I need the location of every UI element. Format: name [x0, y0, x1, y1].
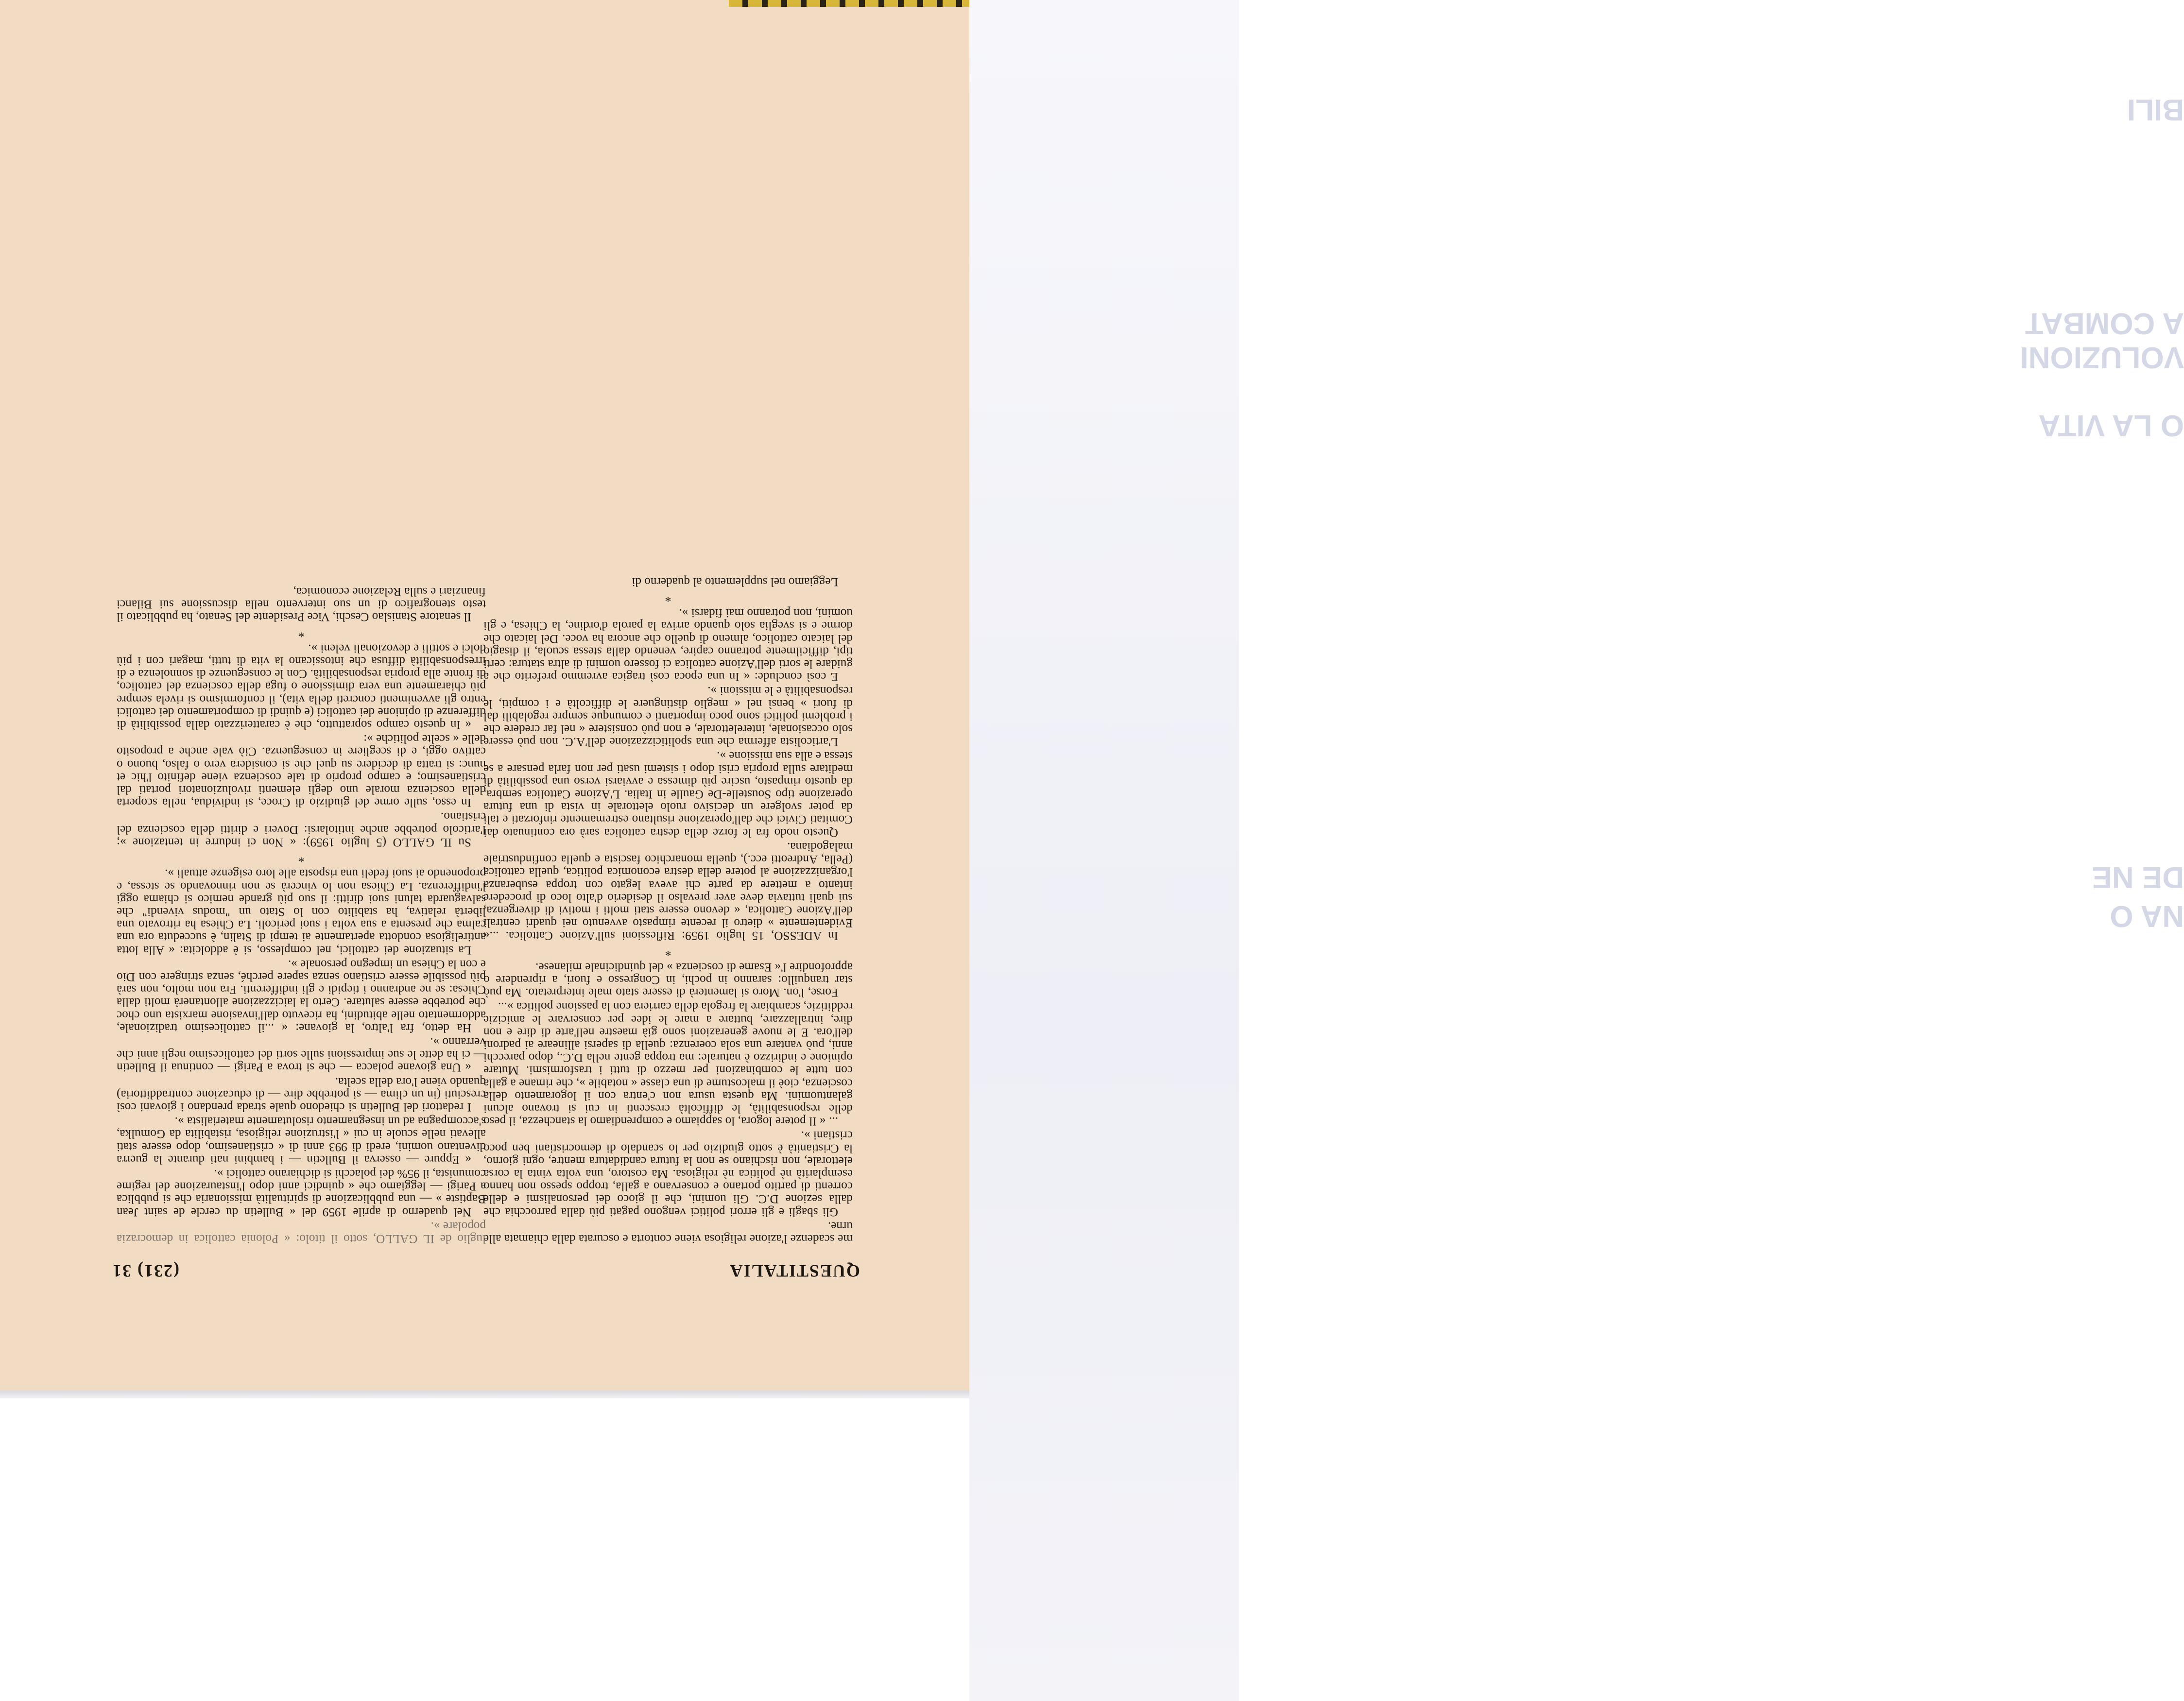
scanned-page: [0, 0, 969, 1391]
running-title: QUESTITALIA: [729, 1261, 860, 1281]
bleed-through-text: VOLUZIONI: [2020, 341, 2184, 374]
paragraph: Su IL GALLO (5 luglio 1959): « Non ci indurre in tentazione »; l'articolo potrebbe anche intitolarsi: Doveri e diritti della coscienza del cristiano.: [117, 810, 486, 849]
section-separator-star: *: [298, 625, 305, 640]
page-shadow-edge: [0, 1391, 969, 1398]
bleed-through-text: DE NE: [2092, 860, 2184, 894]
paragraph: Leggiamo nel supplemento al quaderno di: [632, 575, 838, 588]
page-content-upside-down: [0, 0, 969, 1391]
paragraph: La situazione dei cattolici, nel complesso, si è addolcita: « Alla lotta antireligiosa condotta apertamente ai tempi di Stalin, è succeduta ora una calma che presenta a sua volta i suoi pericoli. La Chiesa ha ritrovato una libertà relativa, ha stabilito con lo Stato un "modus vivendi" che salvaguarda taluni suoi diritti: il suo più grande nemico si chiama oggi l'indifferenza. La Chiesa non lo vincerà se non rinnovando se stessa, e proponendo ai suoi fedeli una risposta alle loro esigenze attuali ».: [117, 867, 486, 957]
paragraph: In esso, sulle orme del giudizio di Croce, si individua, nella scoperta della coscienza morale uno degli elementi rivoluzionatori portati dal cristianesimo; e campo proprio di tale coscienza viene definito l'hic et nunc: si tratta di decidere su quel che si considera vero o falso, buono o cattivo oggi, e di scegliere in conseguenza. Ciò vale anche a proposito delle « scelte politiche »:: [117, 732, 486, 809]
bleed-through-text: A COMBAT: [2025, 307, 2184, 340]
paragraph: ... « Il potere logora, lo sappiamo e comprendiamo la stanchezza, il peso delle responsabilità, le difficoltà crescenti in cui si trovano alcuni galantuomini. Ma questa usura non c'entra con il logoramento della coscienza, cioè il malcostume di una classe « notabile », che rimane a galla con tutte le combinazioni per mezzo di tutti i trasformismi. Mutare opinione e indirizzo è naturale: ma troppa gente nella D.C., dopo parecchi anni, può vantare una sola coerenza: quella di sapersi allineare ai padroni dell'ora. E le nuove generazioni sono già maestre nell'arte di dire e non dire, intrallazzare, buttare a mare le idee per conservare le amicizie redditizie, scambiare la fregola della carriera con la passione politica »...: [483, 1000, 853, 1128]
paragraph: « Una giovane polacca — che si trova a Parigi — continua il Bulletin — ci ha dette le sue impressioni sulle sorti del cattolicesimo negli anni che verranno ».: [117, 1035, 486, 1074]
paragraph: E così conclude: « In una epoca così tragica avremmo preferito che a guidare le sorti dell'Azione cattolica ci fossero uomini di altra statura: certi tipi, difficilmente potranno capire, venendo dalla stessa scuola, il disagio del laicato cattolico, almeno di quello che ancora ha voce. Del laicato che dorme e si sveglia solo quando arriva la parola d'ordine, la Chiesa, e gli uomini, non potranno mai fidarsi ».: [483, 606, 853, 684]
paragraph: I redattori del Bulletin si chiedono quale strada prendano i giovani così cresciuti (in un clima — si potrebbe dire — di educazione contraddittoria) quando viene l'ora della scelta.: [117, 1075, 486, 1114]
paragraph: Questo nodo fra le forze della destra cattolica sarà ora continuato dai Comitati Civici che dall'operazione risultano estremamente rinforzati e tali da poter svolgere un decisivo ruolo elettorale in vista di una futura operazione tipo Soustelle-De Gaulle in Italia. L'Azione Cattolica sembra, da questo rimpasto, uscire più dimessa e avviarsi verso una possibilità di meditare sulla propria crisi dopo i sistemi usati per non farla pensare a se stessa e alla sua missione ».: [483, 749, 853, 839]
bleed-through-text: NA O: [2110, 899, 2184, 933]
paragraph: « Eppure — osserva il Bulletin — i bambini nati durante la guerra diventano uomini, eredi di 993 anni di « cristianesimo, dopo essere stati allevati nelle scuole in cui « l'istruzione religiosa, ristabilita da Gomulka, s'accompagna ad un insegnamento risolutamente materialista ».: [117, 1115, 486, 1166]
paragraph: In ADESSO, 15 luglio 1959: Riflessioni sull'Azione Cattolica. ...« Evidentemente » dietro il recente rimpasto avvenuto nei quadri centrali dell'Azione Cattolica, « devono essere stati molti i motivi di divergenza, sui quali tuttavia deve aver prevalso il desiderio d'alto loco di procedere intanto a mettere da parte chi aveva legato con troppa esuberanza l'organizzazione al potere della destra economica politica, quella cattolica (Pella, Andreotti ecc.), quella monarchico fascista e quella confindustriale malagodiana.: [483, 840, 853, 943]
paragraph: Forse, l'on. Moro si lamenterà di essere stato male interpretato. Ma può star tranquillo: saranno in pochi, in Congresso e fuori, a riprendere o approfondire l'« Esame di coscienza » del quindicinale milanese.: [483, 960, 853, 999]
section-separator-star: *: [298, 851, 305, 865]
text-column-right: [117, 584, 486, 1245]
paragraph: « In questo campo soprattutto, che è caratterizzato dalla possibilità di differenze di opinione dei cattolici (e quindi di comportamento dei cattolici entro gli avvenimenti concreti della vita), il conformismo si rivela sempre più chiaramente una vera dimissione o fuga della coscienza del cattolico, di fronte alla propria responsabilità. Con le conseguenze di sonnolenza e di irresponsabilità diffusa che intossicano la vita di tutti, magari con i più dolci e sottili e devozionali veleni ».: [117, 641, 486, 732]
section-separator-star: *: [665, 590, 671, 605]
page-number: (231) 31: [112, 1261, 179, 1281]
scanner-background: [969, 0, 2184, 1701]
paragraph: Il senatore Stanislao Ceschi, Vice Presidente del Senato, ha pubblicato il testo stenografico di un suo intervento nella discussione sui Bilanci finanziari e sulla Relazione economica,: [117, 585, 486, 624]
paragraph: Gli sbagli e gli errori politici vengono pagati più dalla parrocchia che dalla sezione D.C. Gli uomini, che il gioco dei personalismi e delle correnti di partito portano e conservano a galla, troppo spesso non hanno esemplarità nè politica nè religiosa. Ma costoro, una volta vinta la corsa elettorale, non rischiano se non la futura candidatura mentre, ogni giorno, la Cristianità è sotto giudizio per lo scandalo di democristiani ben poco cristiani ».: [483, 1129, 853, 1219]
paragraph: luglio de IL GALLO, sotto il titolo: « Polonia cattolica in democrazia popolare ».: [117, 1219, 486, 1245]
text-column-left: [483, 574, 853, 1245]
section-separator-star: *: [665, 944, 671, 959]
paragraph: L'articolista afferma che una spoliticizzazione dell'A.C. non può essere solo occasionale, interelettorale, e non può consistere « nel far credere che i problemi politici sono poco importanti e comunque sempre regolabili dal di fuori » bensì nel « meglio distinguere le difficoltà e i compiti, le responsabilità e le missioni ».: [483, 684, 853, 749]
bleed-through-text: BILI: [2127, 93, 2184, 126]
magazine-edge-strip: [729, 0, 972, 7]
bleed-through-text: O LA VITA: [2038, 409, 2184, 442]
page-header: [112, 1257, 860, 1281]
paragraph: Nel quaderno di aprile 1959 del « Bulletin du cercle de saint Jean Baptiste » — una pubblicazione di spiritualità missionaria che si pubblica a Parigi — leggiamo che « quindici anni dopo l'instaurazione del regime comunista, il 95% dei polacchi si dichiarano cattolici ».: [117, 1167, 486, 1219]
paragraph: me scadenze l'azione religiosa viene contorta e oscurata dalla chiamata alle urne.: [483, 1219, 853, 1245]
paragraph: Ha detto, fra l'altro, la giovane: « ...il cattolicesimo tradizionale, addormentato nelle abitudini, ha ricevuto dall'invasione marxista uno choc che potrebbe essere salutare. Certo la laicizzazione allontanerà molti dalla Chiesa: se ne andranno i tiepidi e gli indifferenti. Fra non molto, non sarà più possibile essere cristiano senza sapere perché, senza stringere con Dio e con la Chiesa un impegno personale ».: [117, 957, 486, 1034]
